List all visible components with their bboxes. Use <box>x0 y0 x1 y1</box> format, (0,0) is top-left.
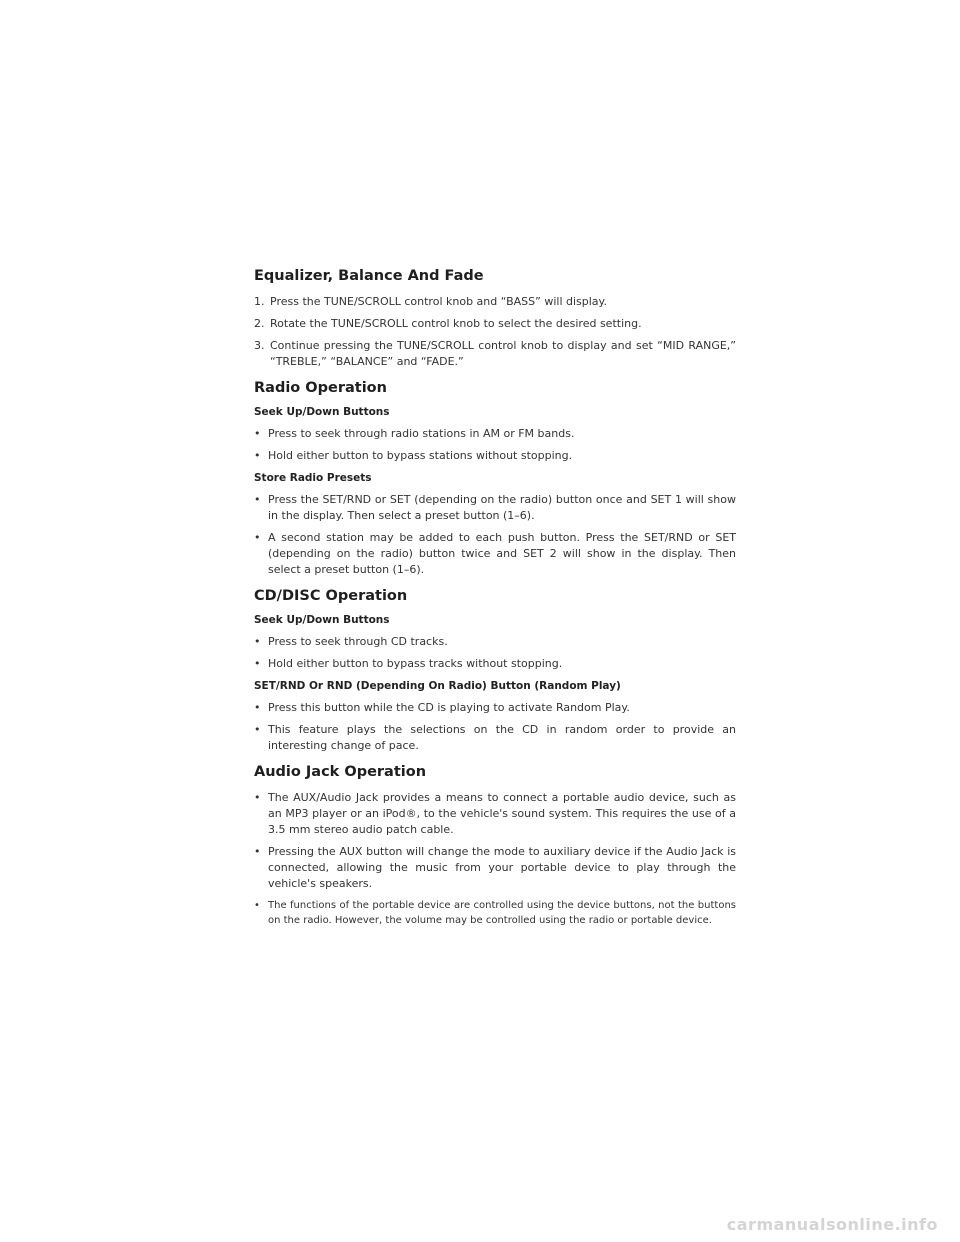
bullet-icon: • <box>254 531 261 544</box>
equalizer-step <box>254 338 736 370</box>
bullet-icon: • <box>254 635 261 648</box>
list-item-text: The AUX/Audio Jack provides a means to connect a portable audio device, such as an MP3 player or an iPod®, to the vehicle's sound system. This requires the use of a 3.5 mm stereo audio patch cable. <box>268 791 736 836</box>
radio-seek-subheading: Seek Up/Down Buttons <box>254 406 390 418</box>
audio-jack-heading: Audio Jack Operation <box>254 764 427 780</box>
list-item <box>254 844 736 892</box>
list-item-text: Press this button while the CD is playing to activate Random Play. <box>268 701 630 714</box>
equalizer-step <box>254 294 736 310</box>
list-item <box>254 656 736 672</box>
list-item <box>254 700 736 716</box>
bullet-icon: • <box>254 449 261 462</box>
list-item <box>254 898 736 928</box>
step-number: 2. <box>254 317 265 330</box>
bullet-icon: • <box>254 493 261 506</box>
bullet-icon: • <box>254 845 261 858</box>
list-item <box>254 722 736 754</box>
list-item-text: A second station may be added to each push button. Press the SET/RND or SET (depending on the radio) button twice and SET 2 will show in the display. Then select a preset button (1–6). <box>268 531 736 576</box>
bullet-icon: • <box>254 723 261 736</box>
list-item <box>254 426 736 442</box>
cd-seek-subheading: Seek Up/Down Buttons <box>254 614 390 626</box>
bullet-icon: • <box>254 657 261 670</box>
list-item <box>254 530 736 578</box>
step-number: 1. <box>254 295 265 308</box>
radio-presets-subheading: Store Radio Presets <box>254 472 372 484</box>
cd-heading: CD/DISC Operation <box>254 588 408 604</box>
list-item-text: Press to seek through radio stations in AM or FM bands. <box>268 427 575 440</box>
equalizer-heading: Equalizer, Balance And Fade <box>254 268 484 284</box>
list-item <box>254 634 736 650</box>
step-text: Continue pressing the TUNE/SCROLL control knob to display and set “MID RANGE,” “TREBLE,” “BALANCE” and “FADE.” <box>270 339 736 368</box>
list-item-text: The functions of the portable device are controlled using the device buttons, not the buttons on the radio. However, the volume may be controlled using the radio or portable device. <box>268 900 736 926</box>
list-item-text: This feature plays the selections on the CD in random order to provide an interesting change of pace. <box>268 723 736 752</box>
list-item-text: Pressing the AUX button will change the mode to auxiliary device if the Audio Jack is connected, allowing the music from your portable device to play through the vehicle's speakers. <box>268 845 736 890</box>
bullet-icon: • <box>254 701 261 714</box>
bullet-icon: • <box>254 791 261 804</box>
watermark[interactable]: carmanualsonline.info <box>726 1215 938 1234</box>
list-item-text: Press to seek through CD tracks. <box>268 635 448 648</box>
list-item <box>254 790 736 838</box>
list-item-text: Press the SET/RND or SET (depending on the radio) button once and SET 1 will show in the display. Then select a preset button (1–6). <box>268 493 736 522</box>
page-content <box>254 268 736 934</box>
step-text: Rotate the TUNE/SCROLL control knob to select the desired setting. <box>270 317 642 330</box>
list-item <box>254 492 736 524</box>
step-text: Press the TUNE/SCROLL control knob and “BASS” will display. <box>270 295 607 308</box>
list-item-text: Hold either button to bypass stations without stopping. <box>268 449 573 462</box>
radio-heading: Radio Operation <box>254 380 387 396</box>
list-item-text: Hold either button to bypass tracks without stopping. <box>268 657 563 670</box>
bullet-icon: • <box>254 900 260 911</box>
cd-random-subheading: SET/RND Or RND (Depending On Radio) Button (Random Play) <box>254 680 621 692</box>
equalizer-step <box>254 316 736 332</box>
list-item <box>254 448 736 464</box>
bullet-icon: • <box>254 427 261 440</box>
step-number: 3. <box>254 339 265 352</box>
